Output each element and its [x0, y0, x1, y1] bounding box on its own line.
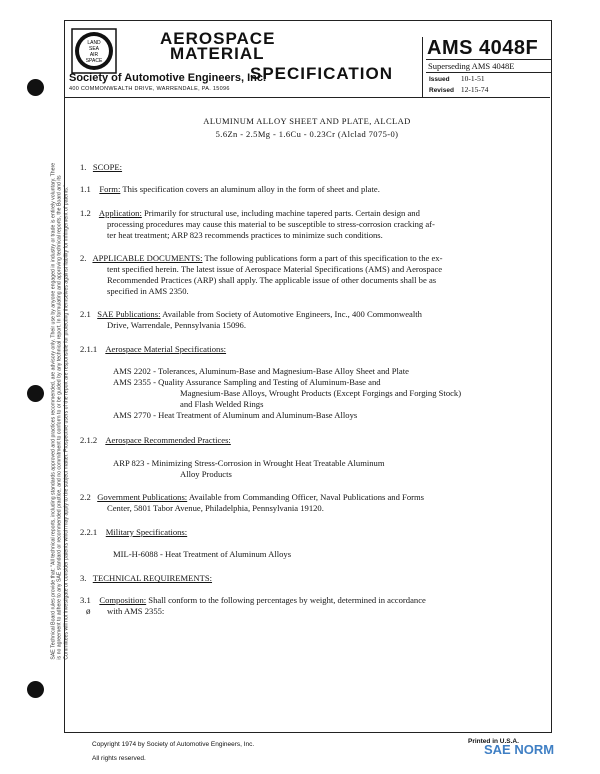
section-2-1-2 [80, 435, 231, 446]
logo-word: SEA [88, 46, 100, 52]
section-label: Form: [99, 184, 121, 194]
ams-code: AMS 2355 [113, 377, 151, 387]
section-number: 2.1.1 [80, 344, 98, 354]
section-number: 3. [80, 573, 87, 583]
revised-date: 12-15-74 [460, 85, 489, 94]
ams-code: AMS 2770 [113, 410, 151, 420]
section-3-1 [80, 595, 426, 606]
section-number: 2. [80, 253, 87, 263]
header-title [160, 31, 275, 61]
ams-code: AMS 2202 [113, 366, 151, 376]
spec-info-box [422, 37, 551, 97]
section-text: This specification covers an aluminum alloy in the form of sheet and plate. [120, 184, 380, 194]
section-number: 3.1 [80, 595, 91, 605]
superseding-note: Superseding AMS 4048E [426, 59, 551, 73]
ams-desc: - Tolerances, Aluminum-Base and Magnesium-Base Alloy Sheet and Plate [150, 366, 409, 376]
text-line: tent specified herein. The latest issue of Aerospace Material Specifications (AMS) and Aerospace [107, 264, 443, 274]
text-line: Center, 5801 Tabor Avenue, Philadelphia, Pennsylvania 19120. [107, 503, 324, 513]
text-line: Alloy Products [180, 469, 232, 479]
arp-item [113, 458, 385, 469]
section-2-1 [80, 309, 422, 320]
issued-date: 10-1-51 [460, 74, 485, 83]
sae-logo-icon [71, 28, 117, 74]
ams-desc: - Heat Treatment of Aluminum and Aluminum-Base Alloys [150, 410, 358, 420]
doc-title-line1: ALUMINUM ALLOY SHEET AND PLATE, ALCLAD [203, 116, 411, 126]
document-header [64, 20, 550, 98]
society-name: Society of Automotive Engineers, Inc. [69, 72, 267, 84]
issued-label: Issued [429, 76, 450, 83]
society-address: 400 COMMONWEALTH DRIVE, WARRENDALE, PA. 15096 [69, 86, 230, 92]
section-heading: Military Specifications: [105, 527, 188, 537]
section-text: Shall conform to the following percentages by weight, determined in accordance [146, 595, 426, 605]
section-2 [80, 253, 442, 264]
logo-word: AIR [89, 52, 99, 58]
section-text: Available from Society of Automotive Engineers, Inc., 400 Commonwealth [160, 309, 422, 319]
section-label: SAE Publications: [97, 309, 161, 319]
issued-row [429, 74, 485, 83]
punch-hole [27, 681, 44, 698]
text-line: Drive, Warrendale, Pennsylvania 15096. [107, 320, 246, 330]
text-line: processing procedures may cause this material to be susceptible to stress-corrosion cracking af- [107, 219, 435, 229]
section-text: Available from Commanding Officer, Naval Publications and Forms [187, 492, 425, 502]
ams-desc: - Quality Assurance Sampling and Testing of Aluminum-Base and [150, 377, 381, 387]
section-text: The following publications form a part of this specification to the ex- [202, 253, 443, 263]
section-number: 2.1 [80, 309, 91, 319]
watermark-text: SAE NORM [484, 742, 555, 757]
section-label: Application: [98, 208, 142, 218]
section-number: 2.1.2 [80, 435, 98, 445]
section-number: 2.2 [80, 492, 91, 502]
ams-list-item [180, 399, 263, 410]
mil-code: MIL-H-6088 [113, 549, 158, 559]
text-line: specified in AMS 2350. [107, 286, 189, 296]
section-2-2 [80, 492, 424, 503]
printed-in: Printed in U.S.A. [468, 738, 519, 745]
ams-list-item [113, 366, 409, 377]
section-number: 2.2.1 [80, 527, 98, 537]
logo-word: LAND [87, 40, 101, 46]
section-number: 1. [80, 162, 87, 172]
text-line: ter heat treatment; ARP 823 recommends practices to minimize such conditions. [107, 230, 383, 240]
rights-reserved: All rights reserved. [92, 755, 146, 762]
section-heading: SCOPE: [92, 162, 123, 172]
section-number: 1.2 [80, 208, 91, 218]
ams-desc: and Flash Welded Rings [180, 399, 264, 409]
section-heading: Aerospace Material Specifications: [105, 344, 227, 354]
ams-desc: Magnesium-Base Alloys, Wrought Products (Except Forgings and Forging Stock) [180, 388, 462, 398]
copyright: Copyright 1974 by Society of Automotive Engineers, Inc. [92, 741, 255, 748]
revised-row [429, 85, 488, 94]
title-line-specification: SPECIFICATION [250, 64, 394, 83]
revision-mark: ø [86, 606, 91, 616]
arp-desc: - Minimizing Stress-Corrosion in Wrought Heat Treatable Aluminum [144, 458, 385, 468]
section-heading: APPLICABLE DOCUMENTS: [92, 253, 203, 263]
ams-list-item [180, 388, 461, 399]
section-number: 1.1 [80, 184, 91, 194]
logo-word: SPACE [85, 58, 103, 64]
punch-hole [27, 79, 44, 96]
watermark [484, 742, 554, 757]
mil-desc: - Heat Treatment of Aluminum Alloys [157, 549, 292, 559]
revised-label: Revised [429, 87, 454, 94]
text-line: Recommended Practices (ARP) shall apply. The applicable issue of other documents shall be as [107, 275, 437, 285]
section-3 [80, 573, 212, 584]
section-text: Primarily for structural use, including machine tapered parts. Certain design and [141, 208, 420, 218]
title-line-material: MATERIAL [170, 44, 265, 63]
side-legal-note: SAE Technical Board rules provide that: "All technical reports, including standards approved and practices recommended, are advisory only. Their use by anyone engaged in industry or trade is entirely voluntary. There is no agreement to adhere to any SAE standard or recommended practice, and no commitment to conform to or be guided by any technical report. In formulating and approving technical reports, the Board and its Committees will not investigate or consider patents which may apply to the subject matter. Prospective users of the report are responsible for protecting themselves against liability for infringement of patents." [50, 162, 70, 660]
spec-number: AMS 4048F [427, 37, 539, 59]
title-line-aerospace: AEROSPACE [160, 29, 276, 48]
section-label: Composition: [99, 595, 147, 605]
ams-list-item [113, 410, 357, 421]
section-2-2-1 [80, 527, 187, 538]
section-2-1-1 [80, 344, 226, 355]
ams-list-item [113, 377, 381, 388]
punch-hole [27, 385, 44, 402]
section-heading: TECHNICAL REQUIREMENTS: [92, 573, 213, 583]
text-line: with AMS 2355: [107, 606, 165, 616]
section-label: Government Publications: [97, 492, 188, 502]
section-1 [80, 162, 122, 173]
section-1-2 [80, 208, 420, 219]
section-heading: Aerospace Recommended Practices: [105, 435, 231, 445]
doc-title-line2: 5.6Zn - 2.5Mg - 1.6Cu - 0.23Cr (Alclad 7075-0) [215, 129, 399, 139]
arp-code: ARP 823 [113, 458, 145, 468]
mil-item [113, 549, 291, 560]
section-1-1 [80, 184, 380, 195]
